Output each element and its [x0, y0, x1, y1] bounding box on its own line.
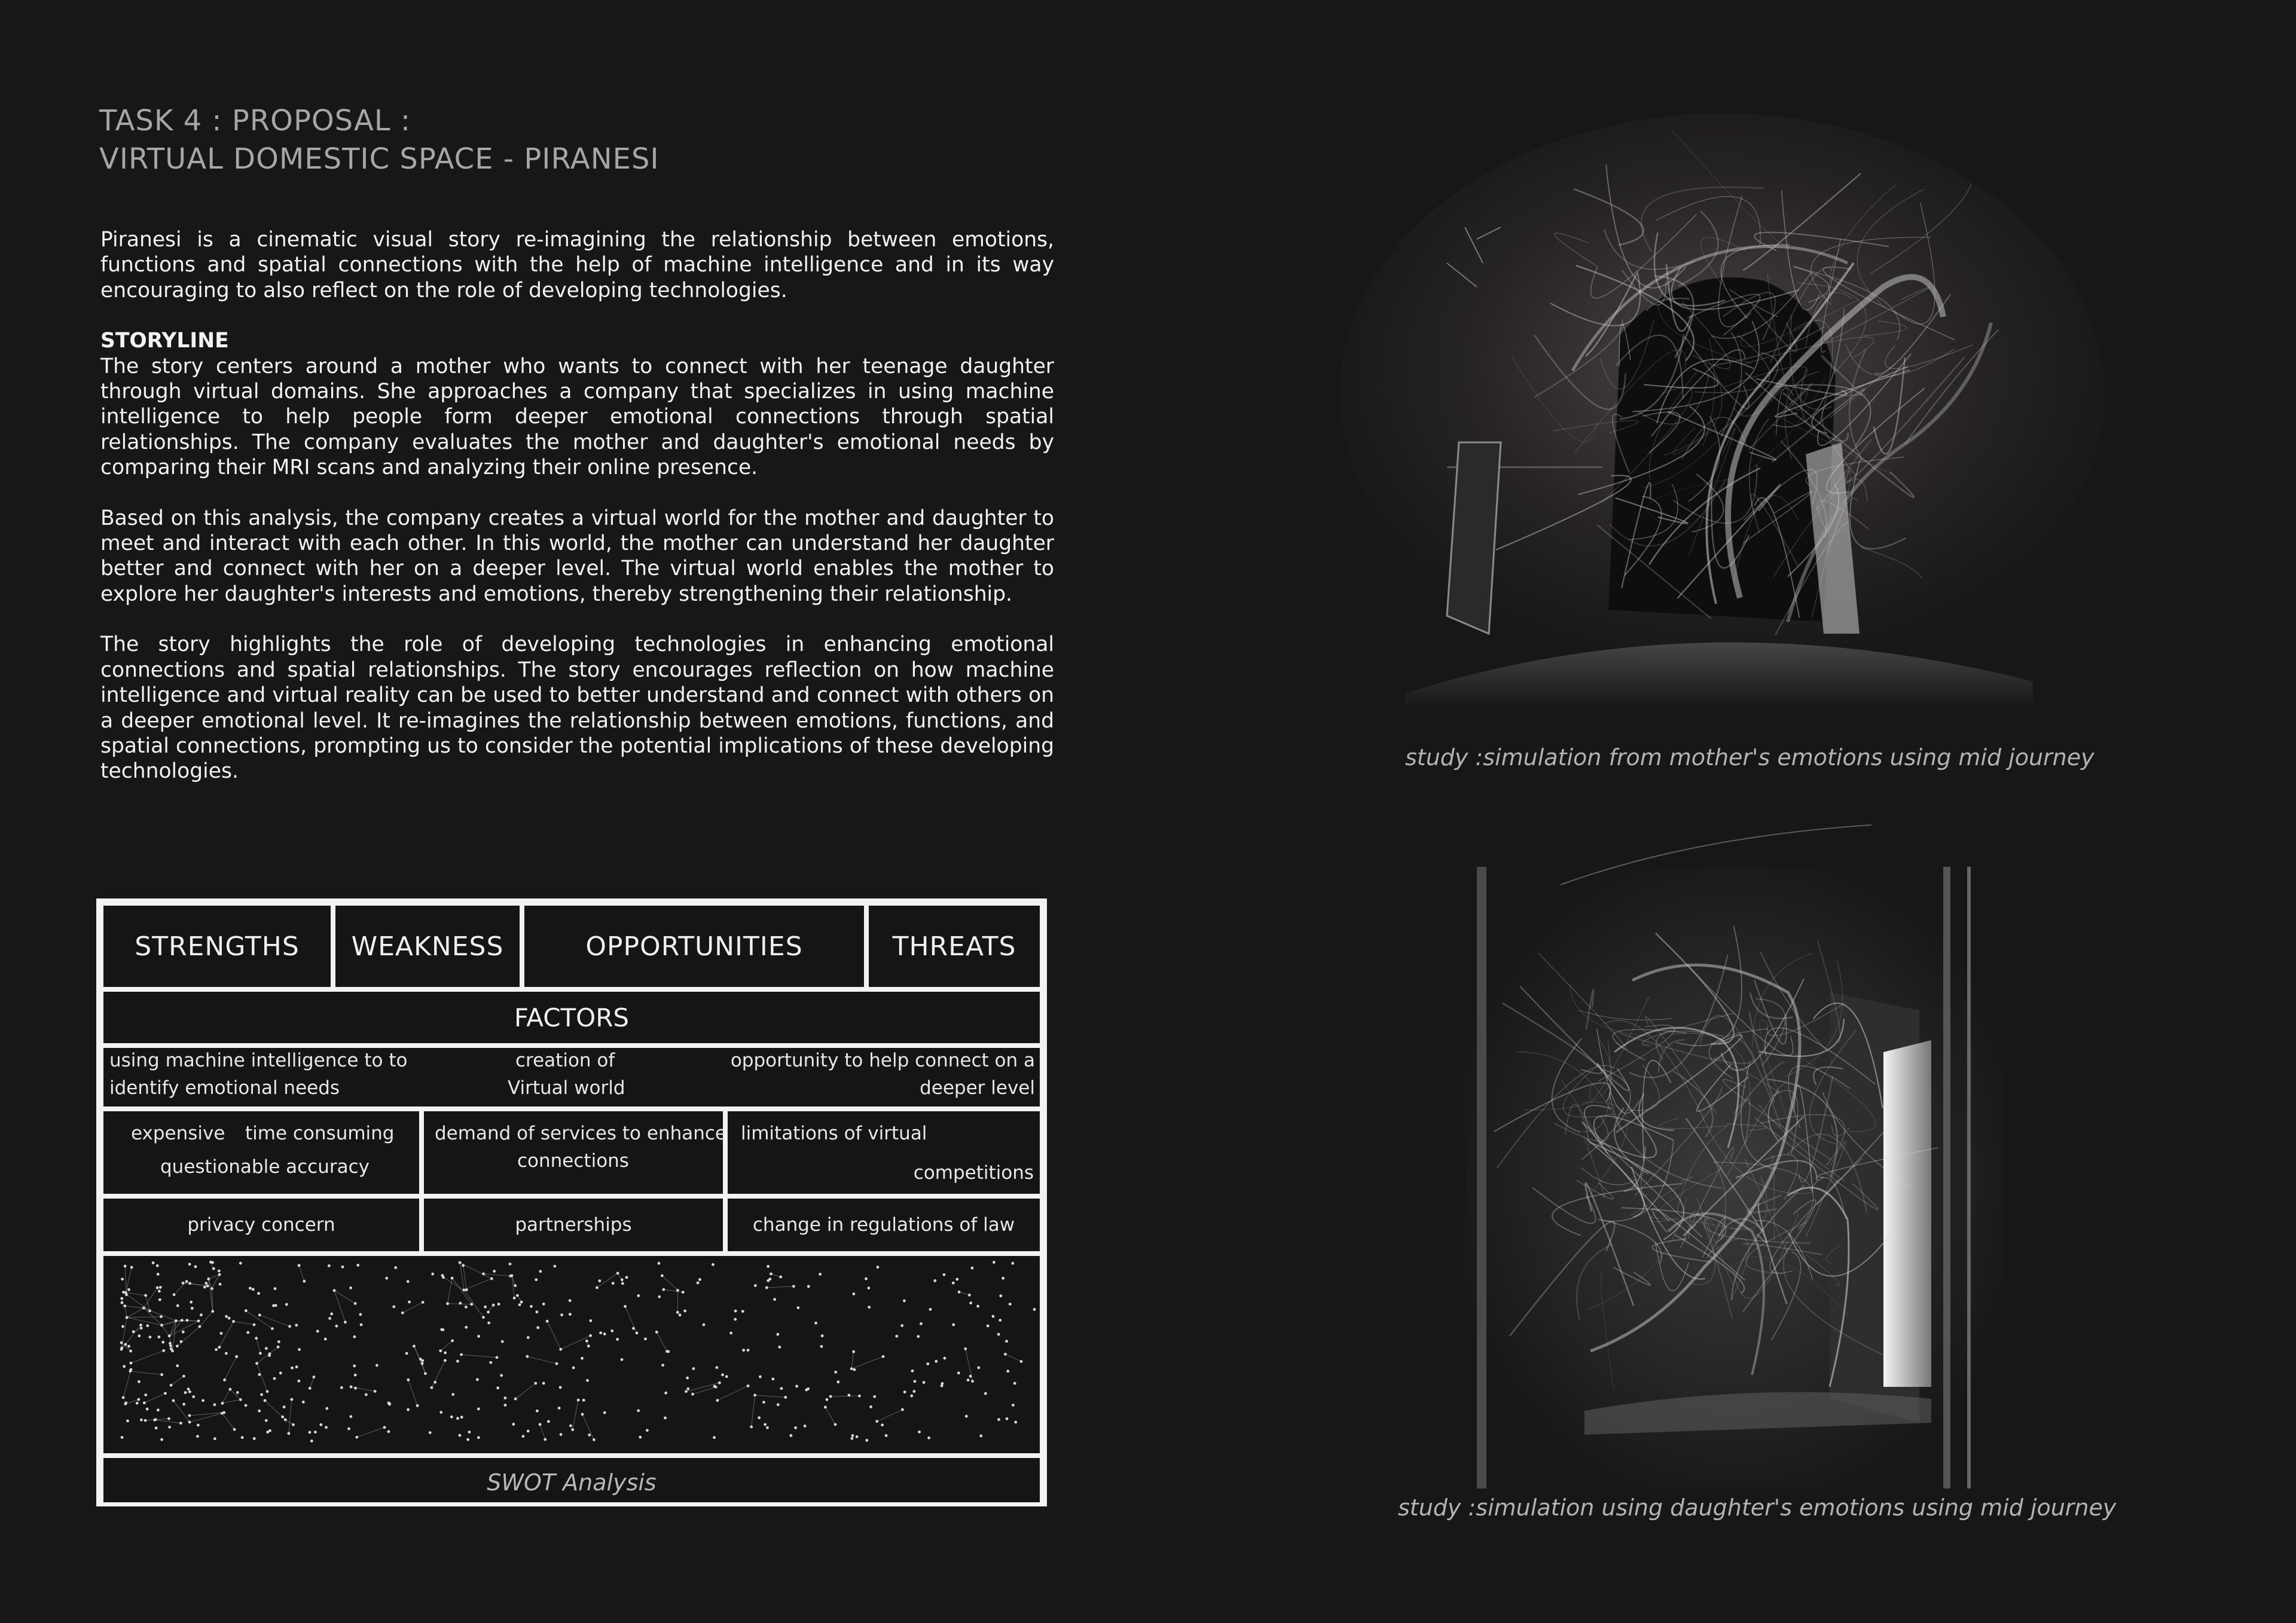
row2-questionable-accuracy: questionable accuracy	[160, 1156, 370, 1178]
swot-header-opportunities: OPPORTUNITIES	[521, 903, 867, 990]
swot-row2-strengths	[100, 1108, 422, 1197]
row2-connections: connections	[517, 1150, 629, 1172]
daughter-image-caption: study :simulation using daughter's emotions using mid journey	[1398, 1494, 2117, 1521]
storyline-paragraph-2: Based on this analysis, the company creates a virtual world for the mother and daughter to meet and interact with each other. In this world, the mother can understand her daughter better and connect with her on a deeper level. The virtual world enables the mother to explore her daughter's interests and emotions, thereby strengthening their relationship.	[100, 506, 1054, 606]
page-title	[99, 102, 660, 178]
mother-emotion-image	[1286, 108, 2123, 735]
row1-opportunity-line2: deeper level	[920, 1077, 1035, 1099]
swot-row3-regulations: change in regulations of law	[725, 1196, 1043, 1254]
swot-table	[96, 898, 1047, 1506]
network-graphic-panel	[100, 1253, 1043, 1456]
swot-row2-weakness	[421, 1108, 726, 1197]
row2-time-consuming: time consuming	[245, 1123, 395, 1144]
row1-strength-line1: using machine intelligence to to	[109, 1050, 408, 1071]
row2-limitations: limitations of virtual	[741, 1123, 927, 1144]
row1-strength-line2: identify emotional needs	[109, 1077, 340, 1099]
mother-image-caption: study :simulation from mother's emotions using mid journey	[1405, 744, 2095, 771]
row2-expensive: expensive	[131, 1123, 225, 1144]
swot-factors: FACTORS	[100, 989, 1043, 1046]
title-line-2: VIRTUAL DOMESTIC SPACE - PIRANESI	[99, 142, 660, 176]
swot-row3-privacy: privacy concern	[100, 1196, 422, 1254]
row2-demand: demand of services to enhance	[435, 1123, 727, 1144]
swot-header-weakness: WEAKNESS	[332, 903, 523, 990]
swot-row3-partnerships: partnerships	[421, 1196, 726, 1254]
row1-weakness-line1: creation of	[515, 1050, 615, 1071]
row1-weakness-line2: Virtual world	[508, 1077, 625, 1099]
swot-row2-opportunities	[725, 1108, 1043, 1197]
intro-paragraph: Piranesi is a cinematic visual story re-imagining the relationship between emotions, functions and spatial connections with the help of machine intelligence and in its way encouraging to also reflect on the role of developing technologies.	[100, 228, 1054, 302]
intro-text	[100, 227, 1054, 809]
storyline-paragraph-3: The story highlights the role of developing technologies in enhancing emotional connections and spatial relationships. The story encourages reflection on how machine intelligence and virtual reality can be used to better understand and connect with others on a deeper emotional level. It re-imagines the relationship between emotions, functions, and spatial connections, prompting us to consider the potential implications of these developing technologies.	[100, 632, 1054, 784]
storyline-heading: STORYLINE	[100, 329, 229, 353]
row1-opportunity-line1: opportunity to help connect on a	[730, 1050, 1035, 1071]
network-graphic	[103, 1256, 1040, 1453]
swot-row-1	[100, 1045, 1043, 1109]
swot-header-strengths: STRENGTHS	[100, 903, 334, 990]
daughter-emotion-image	[1333, 813, 2087, 1500]
row2-competitions: competitions	[913, 1162, 1034, 1184]
swot-header-threats: THREATS	[866, 903, 1043, 990]
title-line-1: TASK 4 : PROPOSAL :	[99, 104, 411, 137]
swot-caption: SWOT Analysis	[100, 1455, 1043, 1506]
storyline-paragraph-1: The story centers around a mother who wants to connect with her teenage daughter through virtual domains. She approaches a company that specializes in using machine intelligence to help people form deeper emotional connections through spatial relationships. The company evaluates the mother and daughter's emotional needs by comparing their MRI scans and analyzing their online presence.	[100, 354, 1054, 480]
